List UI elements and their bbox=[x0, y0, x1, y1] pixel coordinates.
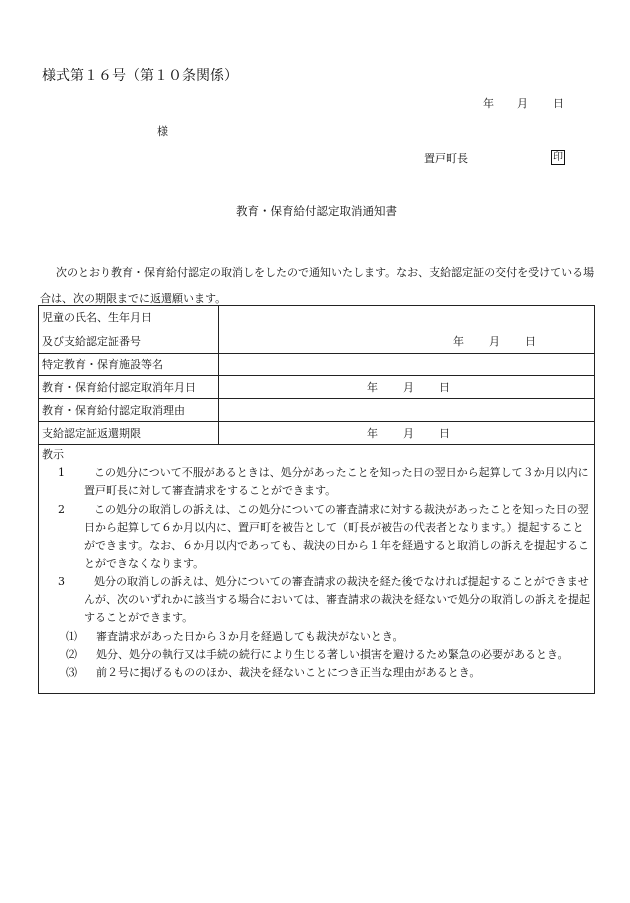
instruction-item bbox=[58, 573, 591, 627]
issue-date bbox=[483, 98, 564, 109]
date-year: 年 bbox=[483, 97, 494, 110]
date-year: 年 bbox=[367, 427, 378, 440]
instruction-subitem bbox=[66, 646, 569, 664]
row-label: 特定教育・保育施設等名 bbox=[42, 358, 163, 371]
instructions-heading: 教示 bbox=[42, 448, 64, 461]
form-number: 様式第１６号（第１０条関係） bbox=[42, 68, 238, 84]
seal-mark: 印 bbox=[553, 152, 563, 163]
date-year: 年 bbox=[453, 335, 464, 348]
table-row-child bbox=[39, 306, 594, 354]
instruction-text: 処分の取消しの訴えは、処分についての審査請求の裁決を経た後でなければ提起することができませんが、次のいずれかに該当する場合においては、審査請求の裁決を経ないで処分の取消しの訴えを提起することができます。 bbox=[84, 575, 590, 624]
addressee-suffix: 様 bbox=[157, 125, 168, 138]
instruction-subitem bbox=[66, 628, 403, 646]
instruction-item bbox=[58, 464, 591, 500]
date-month: 月 bbox=[403, 427, 414, 440]
table-row-facility bbox=[39, 354, 594, 376]
subitem-text: 前２号に掲げるもののほか、裁決を経ないことにつき正当な理由があるとき。 bbox=[96, 666, 481, 679]
instruction-subitem bbox=[66, 664, 480, 682]
info-table bbox=[38, 305, 595, 694]
instruction-number: 2 bbox=[58, 503, 65, 516]
row-label: 児童の氏名、生年月日 bbox=[42, 311, 152, 324]
subitem-text: 審査請求があった日から３か月を経過しても裁決がないとき。 bbox=[96, 630, 404, 643]
subitem-number: ⑶ bbox=[66, 666, 77, 679]
instruction-item bbox=[58, 501, 591, 573]
table-row-return-deadline bbox=[39, 422, 594, 445]
date-month: 月 bbox=[517, 97, 528, 110]
table-row-revocation-reason bbox=[39, 399, 594, 422]
row-date bbox=[367, 428, 450, 439]
instruction-number: 3 bbox=[58, 575, 65, 588]
date-year: 年 bbox=[367, 381, 378, 394]
row-label: 支給認定証返還期限 bbox=[42, 427, 141, 440]
document-title: 教育・保育給付認定取消通知書 bbox=[236, 204, 397, 218]
date-day: 日 bbox=[439, 427, 450, 440]
row-date bbox=[453, 336, 536, 347]
issuer-name: 置戸町長 bbox=[424, 152, 468, 165]
subitem-text: 処分、処分の執行又は手続の続行により生じる著しい損害を避けるため緊急の必要があるとき。 bbox=[96, 648, 569, 661]
row-label: 教育・保育給付認定取消年月日 bbox=[42, 381, 196, 394]
date-day: 日 bbox=[439, 381, 450, 394]
table-row-revocation-date bbox=[39, 376, 594, 399]
instruction-text: この処分の取消しの訴えは、この処分についての審査請求に対する裁決があったことを知った日の翌日から起算して６か月以内に、置戸町を被告として（町長が被告の代表者となります。）提起することができます。なお、６か月以内であっても、裁決の日から１年を経過すると取消しの訴えを提起することができなくなります。 bbox=[84, 503, 590, 570]
subitem-number: ⑴ bbox=[66, 630, 77, 643]
row-date bbox=[367, 382, 450, 393]
date-month: 月 bbox=[489, 335, 500, 348]
date-day: 日 bbox=[525, 335, 536, 348]
subitem-number: ⑵ bbox=[66, 648, 77, 661]
instruction-number: 1 bbox=[58, 466, 65, 479]
instruction-text: この処分について不服があるときは、処分があったことを知った日の翌日から起算して３か月以内に置戸町長に対して審査請求をすることができます。 bbox=[84, 466, 589, 497]
row-label: 教育・保育給付認定取消理由 bbox=[42, 404, 185, 417]
date-month: 月 bbox=[403, 381, 414, 394]
row-label: 及び支給認定証番号 bbox=[42, 335, 141, 348]
intro-text: 次のとおり教育・保育給付認定の取消しをしたので通知いたします。なお、支給認定証の交付を受けている場合は、次の期限までに返還願います。 bbox=[40, 266, 595, 305]
date-day: 日 bbox=[553, 97, 564, 110]
